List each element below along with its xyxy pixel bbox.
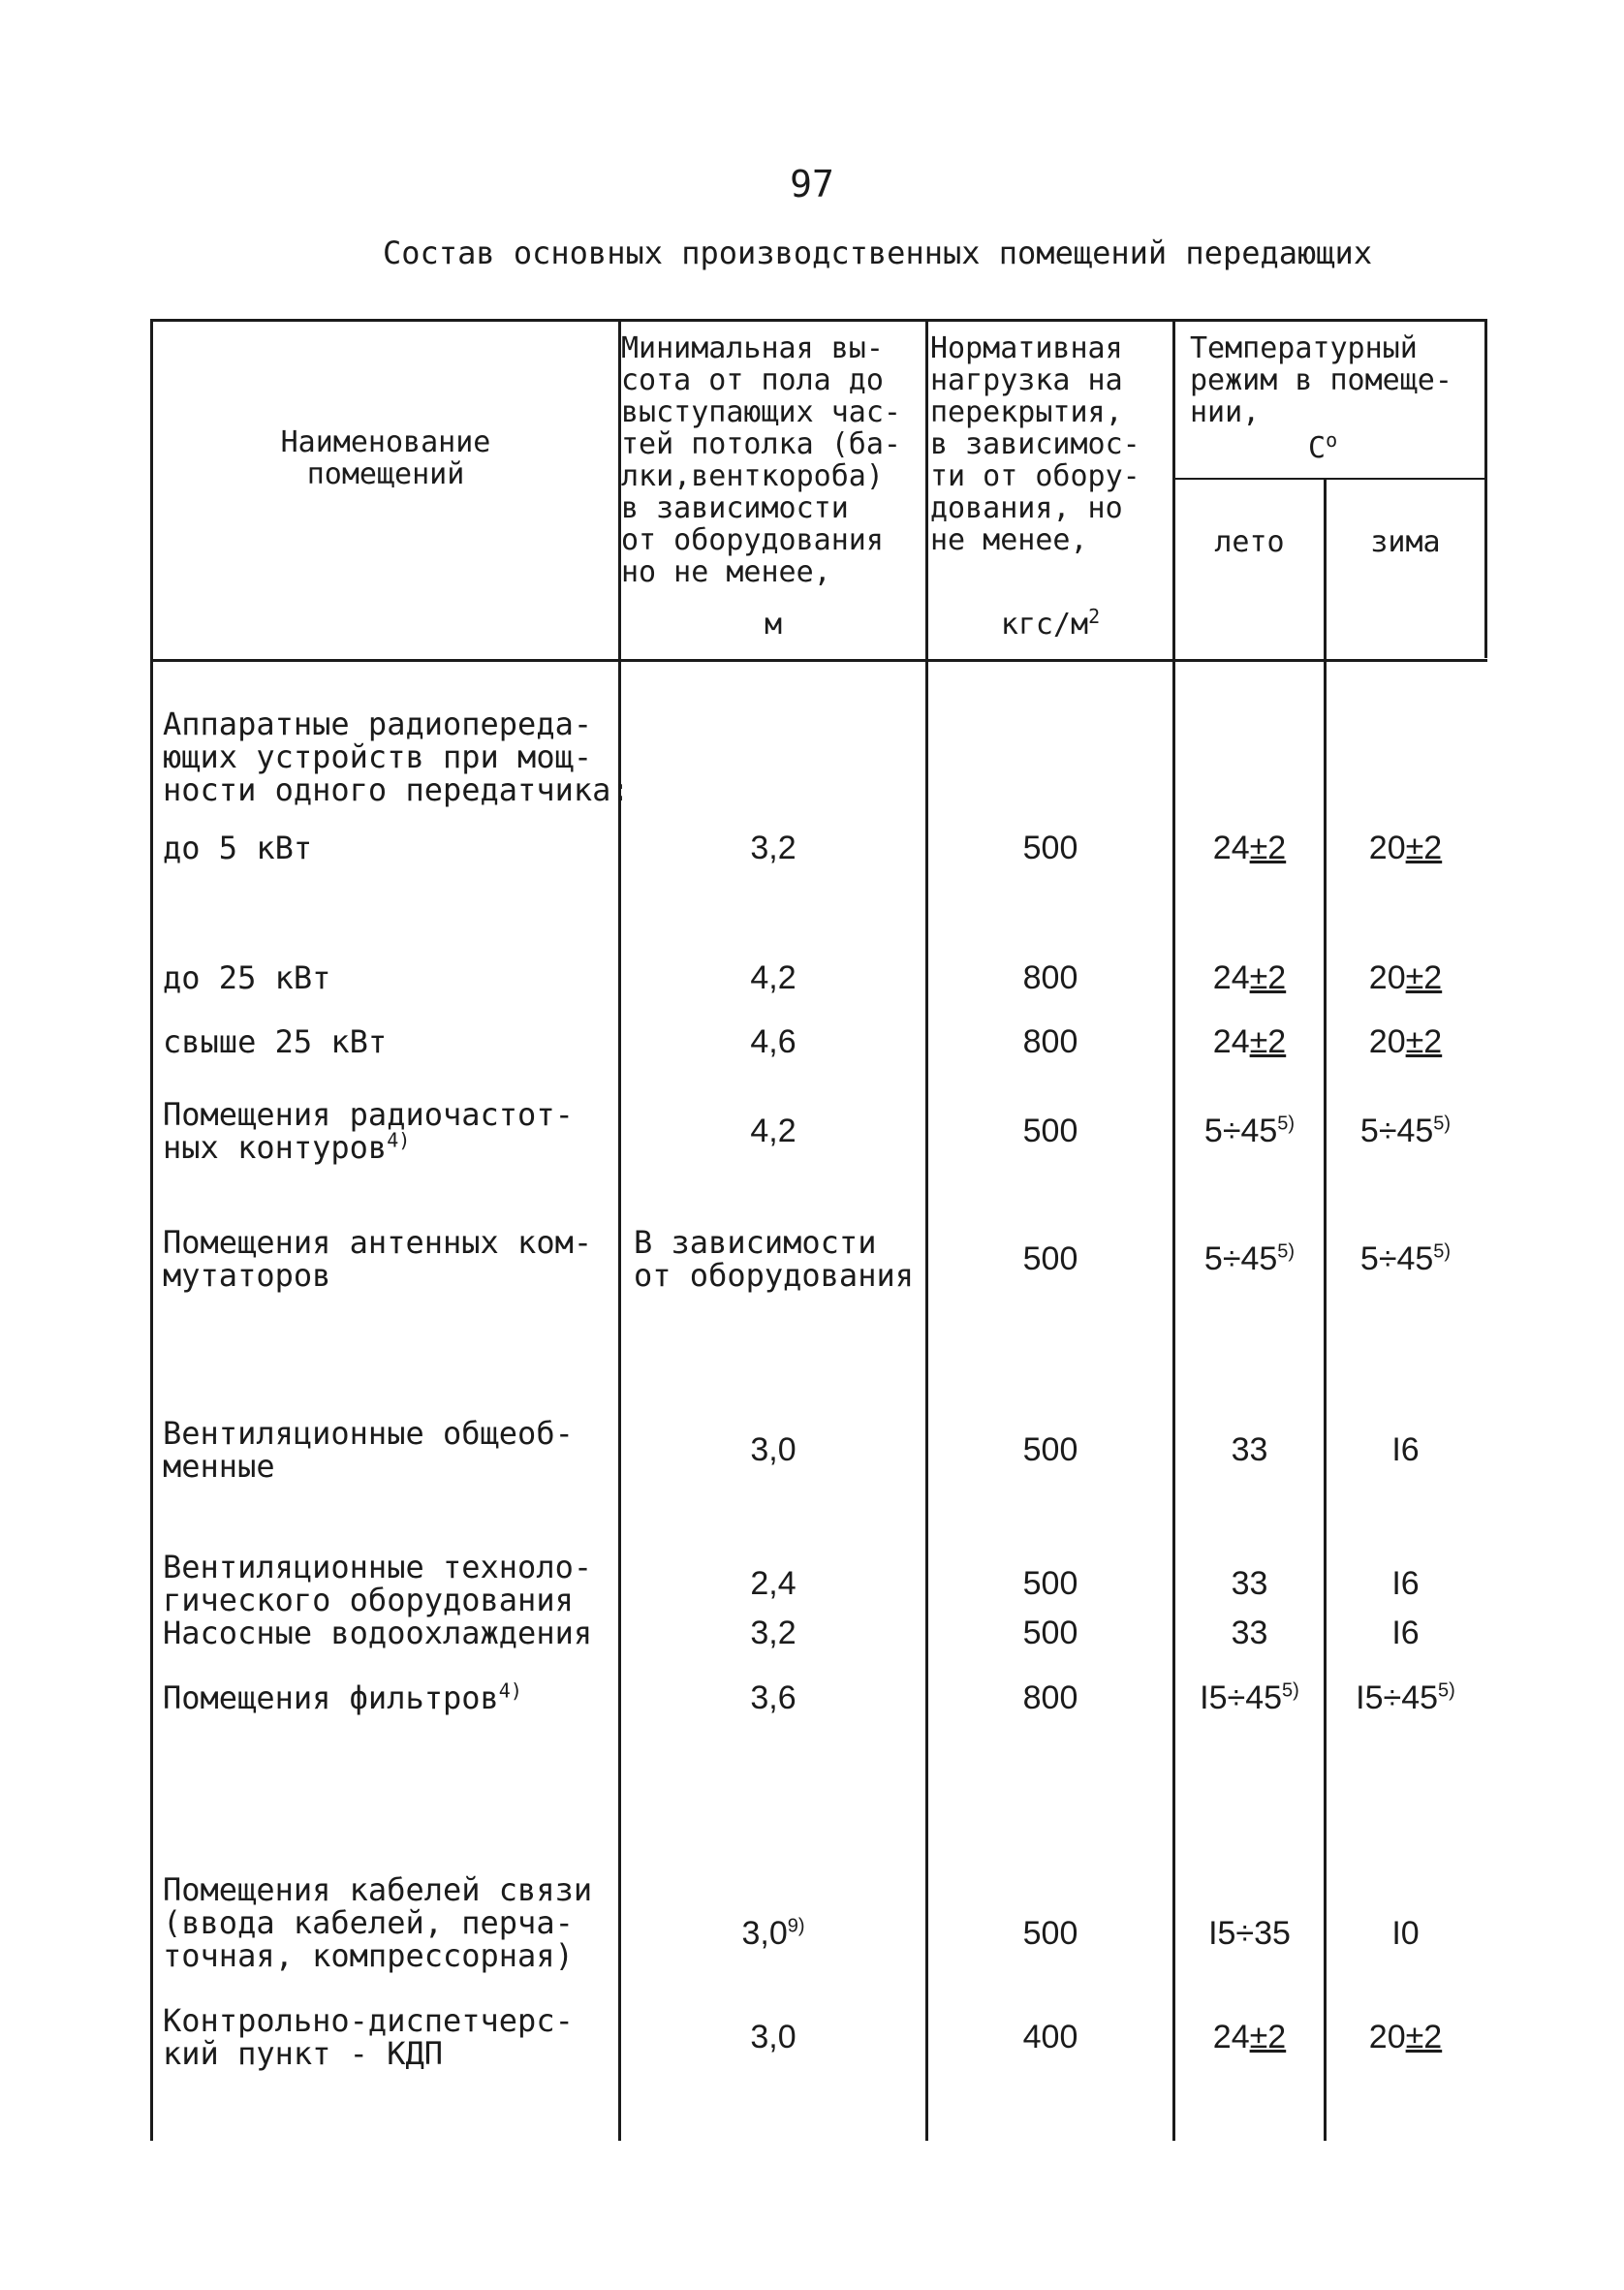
load-unit-text: кгс/м [1000,608,1089,642]
header-height-unit: м [764,608,783,642]
row-height-value: 3,0 [750,2019,796,2055]
row-name [163,1678,522,1716]
row-name-line: (ввода кабелей, перча- [163,1904,574,1941]
row-name-line: до 5 кВт [163,830,313,866]
temperature-unit-degree: о [1326,428,1338,452]
row-name-line: Насосные водоохлаждения [163,1615,593,1651]
row-load: 500 [1022,830,1078,866]
row-name-line: точная, компрессорная) [163,1937,574,1974]
row-height-value: 3,2 [750,830,796,866]
row-height [621,1917,925,1950]
row-height-line: В зависимости [634,1224,877,1261]
row-winter [1327,1567,1484,1600]
row-summer-value: 24 [1212,2019,1250,2055]
header-temperature-line: нии, [1190,395,1261,429]
row-name [163,961,330,994]
row-summer-value: 33 [1231,1565,1268,1602]
header-load-line: Нормативная [930,331,1123,365]
header-height-line: лки,венткороба) [621,459,884,493]
row-height [621,1025,925,1058]
row-height [634,1226,914,1292]
row-height-value: 3,0 [750,1431,796,1468]
header-name [153,426,618,490]
footnote-mark: 5) [1277,1113,1296,1135]
row-summer-value: 5÷45 [1203,1240,1278,1277]
row-winter-value: 5÷45 [1359,1240,1434,1277]
temperature-unit-text: С [1308,431,1327,465]
header-winter: зима [1370,525,1441,559]
row-name-line: кий пункт - КДП [163,2035,443,2072]
table-left-border [150,319,153,2141]
row-winter [1327,831,1484,864]
header-load-line: дования, но [930,491,1123,525]
page-number: 97 [790,163,834,205]
header-height-line: тей потолка (ба- [621,427,901,461]
row-name [163,1226,592,1292]
row-winter [1327,1433,1484,1466]
header-temperature-line: режим в помеще- [1190,363,1452,397]
group-title-line: ности одного передатчика: [163,771,630,808]
row-height-value: 4,2 [750,1113,796,1149]
row-winter-value: I5÷45 [1356,1679,1439,1716]
header-height-line: от оборудования [621,523,884,557]
row-summer [1175,1433,1324,1466]
row-load: 500 [1022,1915,1078,1952]
row-summer [1175,2021,1324,2054]
row-winter [1327,1114,1484,1147]
row-height-value: 3,0 [741,1915,788,1952]
row-name [163,1025,387,1058]
row-name [163,1551,592,1616]
row-winter-value: 20 [1368,1023,1406,1060]
row-load: 500 [1022,1615,1078,1651]
row-summer [1175,961,1324,994]
row-height-value: 4,6 [750,1023,796,1060]
row-name [163,1873,592,1972]
header-load-line: в зависимос- [930,427,1140,461]
row-load: 500 [1022,1431,1078,1468]
row-name [163,2004,574,2070]
row-name-line: ных контуров$^{4)}$ [163,1128,411,1166]
row-winter-value: 20 [1368,830,1406,866]
row-summer-value: 24 [1212,959,1250,996]
row-summer-value: 24 [1212,830,1250,866]
row-summer-value: I5÷35 [1208,1915,1291,1952]
row-summer-tolerance: ±2 [1249,1023,1287,1060]
header-summer: лето [1214,525,1285,559]
document-title: Состав основных производственных помещений передающих [383,235,1373,271]
row-winter-value: I0 [1391,1915,1420,1952]
row-winter-value: 20 [1368,2019,1406,2055]
header-bottom-border [150,659,1487,662]
header-temperature [1190,332,1452,428]
row-summer [1175,831,1324,864]
group-title-line: ющих устройств при мощ- [163,738,593,775]
header-height [621,332,901,588]
row-winter [1327,1917,1484,1950]
row-winter-tolerance: ±2 [1405,959,1443,996]
row-name-line: гического оборудования [163,1582,574,1618]
header-name-line: Наименование [280,425,491,459]
footnote-mark: 9) [787,1915,805,1937]
footnote-mark: 5) [1433,1113,1452,1135]
header-load [930,332,1140,556]
row-winter-tolerance: ±2 [1405,1023,1443,1060]
row-winter [1327,1681,1484,1714]
row-height [621,2021,925,2054]
row-summer [1175,1567,1324,1600]
row-height [621,1433,925,1466]
row-winter-tolerance: ±2 [1405,2019,1443,2055]
row-name-line: Помещения фильтров$^{4)}$ [163,1678,522,1716]
footnote-mark: 4) [387,1128,411,1152]
load-unit-exponent: 2 [1088,605,1101,628]
header-height-line: выступающих час- [621,395,901,429]
row-load: 800 [1022,1679,1078,1716]
row-height-value: 4,2 [750,959,796,996]
column-divider-2 [925,319,928,2141]
header-load-unit [928,605,1172,642]
row-name-line: Помещения радиочастот- [163,1096,574,1133]
row-winter [1327,1616,1484,1649]
row-summer-value: 5÷45 [1203,1113,1278,1149]
row-name-line: Помещения кабелей связи [163,1871,593,1908]
footnote-mark: 5) [1433,1240,1452,1263]
row-summer [1175,1681,1324,1714]
row-name-line: Вентиляционные техноло- [163,1549,593,1585]
row-height [621,1567,925,1600]
row-height [621,1616,925,1649]
row-summer-tolerance: ±2 [1249,959,1287,996]
row-name [163,831,312,864]
row-height [621,1114,925,1147]
header-height-line: сота от пола до [621,363,884,397]
row-height-value: 3,6 [750,1679,796,1716]
row-name-line: Контрольно-диспетчерс- [163,2002,574,2039]
row-height-line: от оборудования [634,1257,914,1294]
row-name [163,1098,574,1164]
row-name-line: Вентиляционные общеоб- [163,1415,574,1452]
row-name-line: менные [163,1448,275,1485]
header-load-line: ти от обору- [930,459,1140,493]
row-name-line: мутаторов [163,1257,331,1294]
header-temperature-unit [1308,428,1338,465]
row-name-line: Помещения антенных ком- [163,1224,593,1261]
row-height [621,961,925,994]
header-height-line: но не менее, [621,555,831,589]
row-winter-value: I6 [1391,1615,1420,1651]
row-load: 500 [1022,1113,1078,1149]
row-name-line: до 25 кВт [163,959,331,996]
row-height [621,1681,925,1714]
row-load: 800 [1022,1023,1078,1060]
header-load-line: нагрузка на [930,363,1123,397]
row-winter-value: 5÷45 [1359,1113,1434,1149]
row-load: 400 [1022,2019,1078,2055]
row-load: 500 [1022,1240,1078,1277]
row-summer-tolerance: ±2 [1249,830,1287,866]
row-winter [1327,2021,1484,2054]
row-winter-value: I6 [1391,1565,1420,1602]
row-height [621,831,925,864]
header-temperature-line: Температурный [1190,331,1418,365]
column-divider-4 [1324,478,1327,2141]
group-title-line: Аппаратные радиопереда- [163,706,593,742]
row-summer-tolerance: ±2 [1249,2019,1287,2055]
row-winter-value: 20 [1368,959,1406,996]
row-summer [1175,1025,1324,1058]
header-height-line: в зависимости [621,491,849,525]
header-load-line: перекрытия, [930,395,1123,429]
row-name [163,1417,574,1483]
row-height-value: 2,4 [750,1565,796,1602]
header-name-line: помещений [306,457,465,491]
header-height-line: Минимальная вы- [621,331,884,365]
footnote-mark: 5) [1438,1679,1455,1702]
footnote-mark: 4) [498,1678,522,1703]
header-load-line: не менее, [930,523,1088,557]
column-divider-1 [618,319,621,2141]
row-winter [1327,961,1484,994]
row-height-value: 3,2 [750,1615,796,1651]
row-summer [1175,1917,1324,1950]
row-summer [1175,1616,1324,1649]
row-summer-value: 33 [1231,1431,1268,1468]
group-title [163,707,630,806]
row-summer-value: I5÷45 [1200,1679,1283,1716]
row-winter-value: I6 [1391,1431,1420,1468]
row-summer-value: 24 [1212,1023,1250,1060]
row-summer [1175,1242,1324,1275]
footnote-mark: 5) [1282,1679,1299,1702]
table-right-border [1484,319,1487,658]
footnote-mark: 5) [1277,1240,1296,1263]
table-top-border [150,319,1487,322]
row-name [163,1616,592,1649]
row-winter [1327,1242,1484,1275]
row-summer [1175,1114,1324,1147]
column-divider-3 [1172,319,1175,2141]
row-name-line: свыше 25 кВт [163,1023,388,1060]
temperature-subheader-border [1175,478,1487,480]
row-winter [1327,1025,1484,1058]
row-winter-tolerance: ±2 [1405,830,1443,866]
row-summer-value: 33 [1231,1615,1268,1651]
row-load: 800 [1022,959,1078,996]
row-load: 500 [1022,1565,1078,1602]
